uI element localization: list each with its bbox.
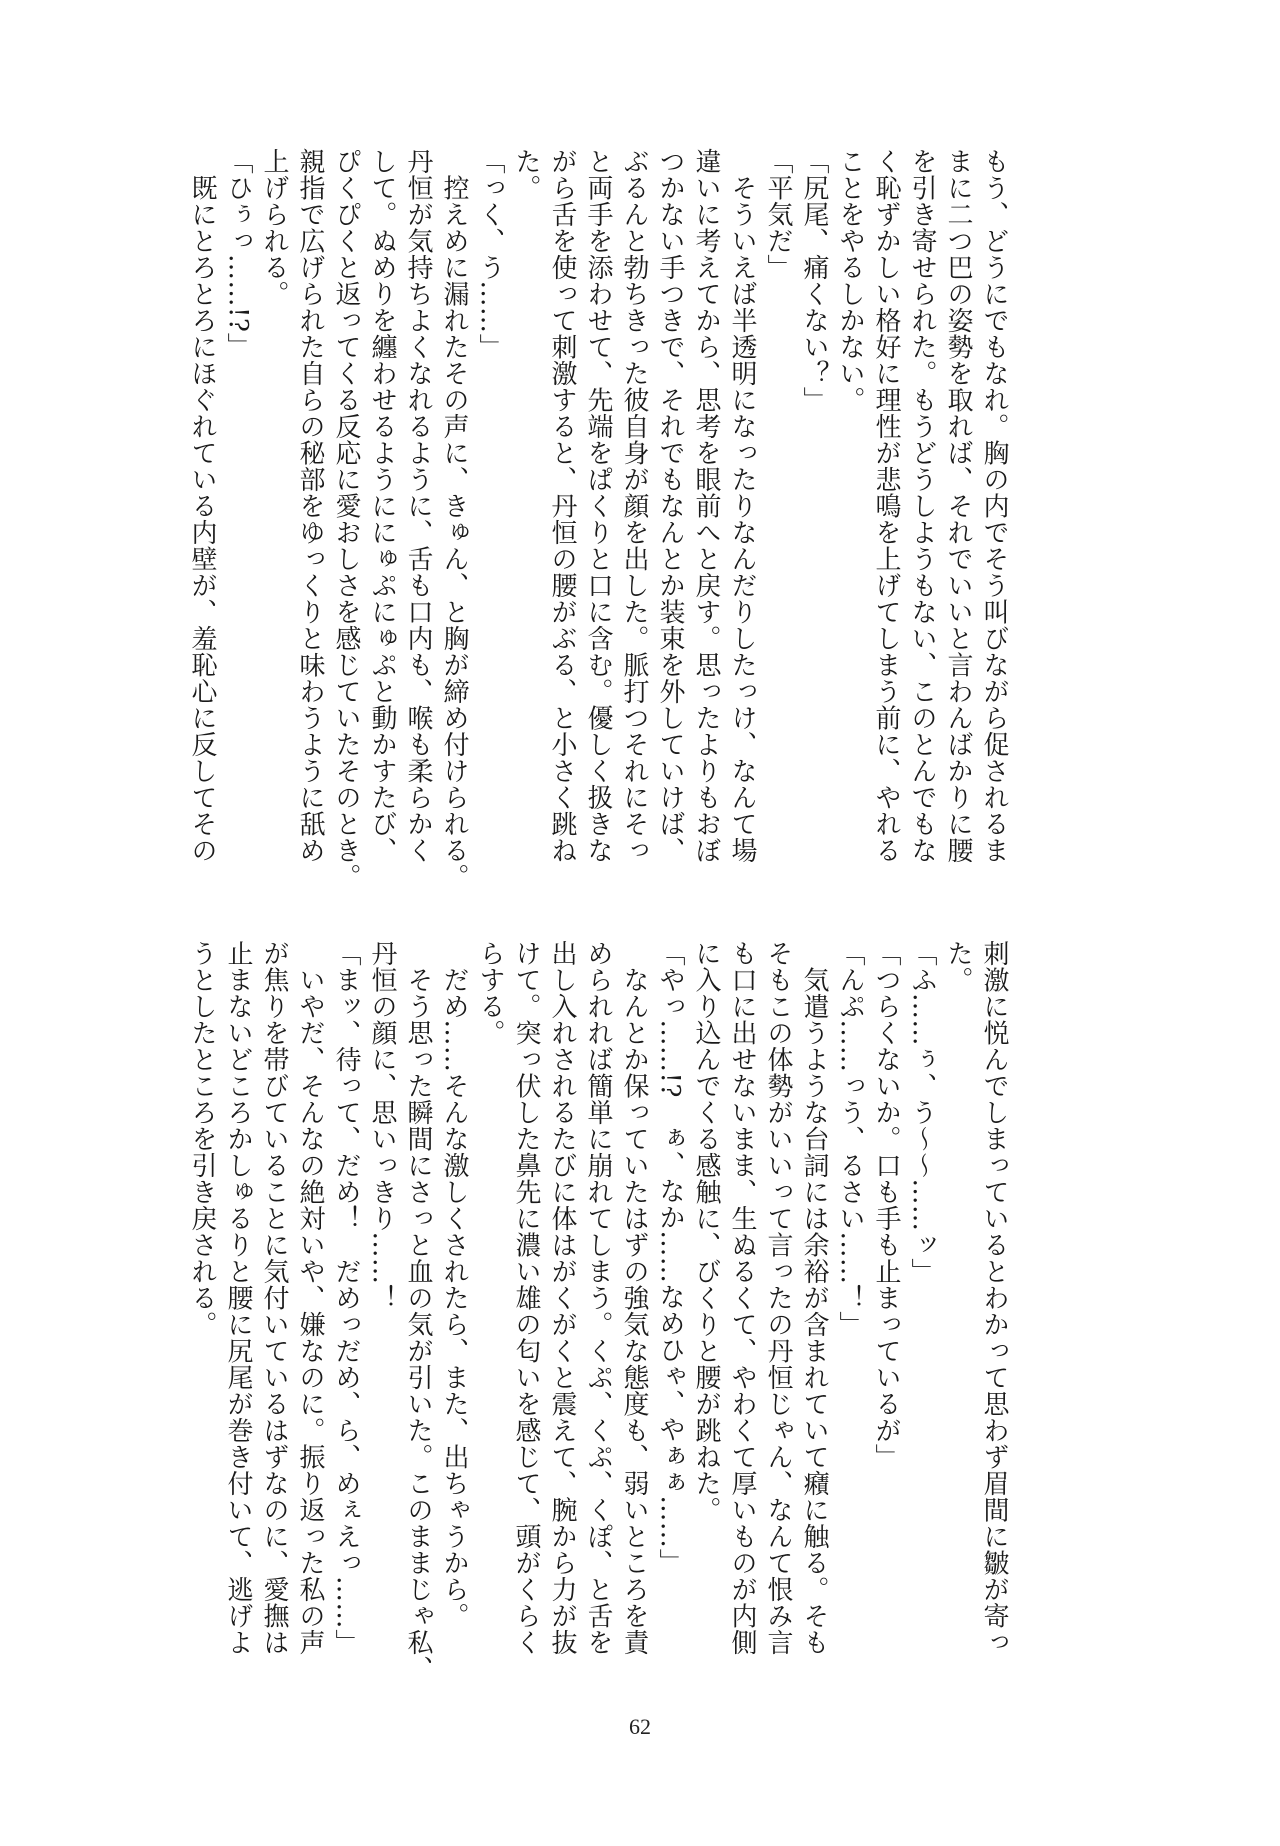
text-line: もう、どうにでもなれ。胸の内でそう叫びながら促されるま <box>979 148 1009 864</box>
text-line: 「尻尾、痛くない？」 <box>799 148 829 413</box>
text-line: がら舌を使って刺激すると、丹恒の腰がぶる、と小さく跳ね <box>547 148 577 864</box>
text-line: 「平気だ」 <box>763 148 793 281</box>
text-line: と両手を添わせて、先端をぱくりと口に含む。優しく扱きな <box>583 148 613 864</box>
bottom-text-block <box>112 940 1012 1682</box>
text-line: そもこの体勢がいいって言ったの丹恒じゃん、なんて恨み言 <box>763 940 793 1656</box>
text-line: 控えめに漏れたその声に、きゅん、と胸が締め付けられる。 <box>439 148 469 890</box>
text-line: 「つらくないか。口も手も止まっているが」 <box>871 940 901 1470</box>
text-line: 出し入れされるたびに体はがくがくと震えて、腕から力が抜 <box>547 940 577 1656</box>
text-line: 刺激に悦んでしまっているとわかって思わず眉間に皺が寄っ <box>979 940 1009 1656</box>
text-line: を引き寄せられた。もうどうしようもない、このとんでもな <box>907 148 937 864</box>
text-line: 気遣うような台詞には余裕が含まれていて癪に触る。そも <box>799 940 829 1656</box>
text-line: 親指で広げられた自らの秘部をゆっくりと味わうように舐め <box>295 148 325 864</box>
text-line: 止まないどころかしゅるりと腰に尻尾が巻き付いて、逃げよ <box>223 940 253 1656</box>
text-line: 「やっ……!? ぁ、なか……なめひゃ、やぁぁ……」 <box>655 940 685 1575</box>
text-line: して。ぬめりを纏わせるようににゅぷにゅぷと動かすたび、 <box>367 148 397 864</box>
text-line: 違いに考えてから、思考を眼前へと戻す。思ったよりもおぼ <box>691 148 721 864</box>
text-line: 「っく、う……」 <box>475 148 505 360</box>
text-line: められれば簡単に崩れてしまう。くぷ、くぷ、くぽ、と舌を <box>583 940 613 1656</box>
text-line: も口に出せないまま、生ぬるくて、やわくて厚いものが内側 <box>727 940 757 1656</box>
text-line: た。 <box>943 940 973 993</box>
text-line: く恥ずかしい格好に理性が悲鳴を上げてしまう前に、やれる <box>871 148 901 864</box>
text-line: なんとか保っていたはずの強気な態度も、弱いところを責 <box>619 940 649 1656</box>
text-line: そう思った瞬間にさっと血の気が引いた。このままじゃ私、 <box>403 940 433 1682</box>
text-line: らする。 <box>475 940 505 1046</box>
text-line: うとしたところを引き戻される。 <box>187 940 217 1338</box>
page-number: 62 <box>629 1714 651 1739</box>
text-line: いやだ、そんなの絶対いや、嫌なのに。振り返った私の声 <box>295 940 325 1656</box>
text-line: 「ふ……ぅ、う〜〜……ッ」 <box>907 940 937 1285</box>
text-line: 丹恒が気持ちよくなれるように、舌も口内も、喉も柔らかく <box>403 148 433 864</box>
top-text-block <box>112 148 1012 888</box>
text-line: に入り込んでくる感触に、びくりと腰が跳ねた。 <box>691 940 721 1523</box>
text-line: まに二つ巴の姿勢を取れば、それでいいと言わんばかりに腰 <box>943 148 973 864</box>
text-line: ことをやるしかない。 <box>835 148 865 413</box>
text-line: ぶるんと勃ちきった彼自身が顔を出した。脈打つそれにそっ <box>619 148 649 864</box>
text-line: 丹恒の顔に、思いっきり……！ <box>367 940 397 1311</box>
text-line: が焦りを帯びていることに気付いているはずなのに、愛撫は <box>259 940 289 1656</box>
text-line: だめ……そんな激しくされたら、また、出ちゃうから。 <box>439 940 469 1629</box>
text-line: 「んぷ……っう、るさい……！」 <box>835 940 865 1338</box>
text-line: 既にとろとろにほぐれている内壁が、羞恥心に反してその <box>187 148 217 864</box>
text-line: 上げられる。 <box>259 148 289 307</box>
text-line: つかない手つきで、それでもなんとか装束を外していけば、 <box>655 148 685 864</box>
text-line: 「ひぅっ……!?」 <box>223 148 253 359</box>
text-line: た。 <box>511 148 541 201</box>
text-line: 「まッ、待って、だめ！ だめっだめ、ら、めぇえっ……」 <box>331 940 361 1656</box>
text-line: けて。突っ伏した鼻先に濃い雄の匂いを感じて、頭がくらく <box>511 940 541 1656</box>
text-line: そういえば半透明になったりなんだりしたっけ、なんて場 <box>727 148 757 864</box>
text-line: ぴくぴくと返ってくる反応に愛おしさを感じていたそのとき。 <box>331 148 361 890</box>
